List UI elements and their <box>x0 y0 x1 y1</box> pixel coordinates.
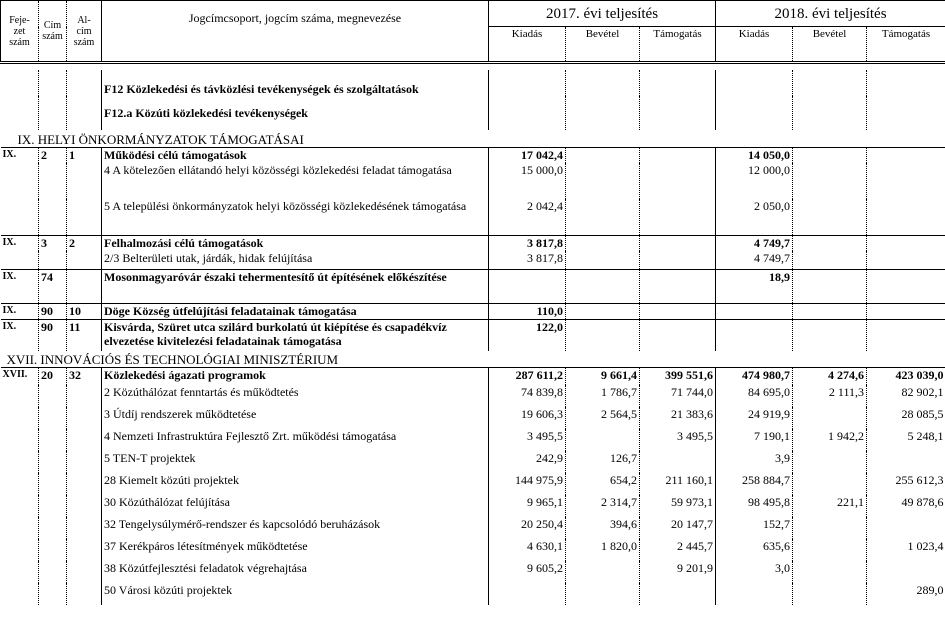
alcim-cell <box>67 251 102 269</box>
bevetel-2018-cell <box>793 199 867 235</box>
ministry-heading-ix: IX. HELYI ÖNKORMÁNYZATOK TÁMOGATÁSAI <box>17 131 304 147</box>
alcim-cell <box>67 199 102 235</box>
jogcim-name-cell: Felhalmozási célú támogatások <box>102 235 489 251</box>
bevetel-2018-cell: 2 111,3 <box>793 385 867 407</box>
alcim-cell <box>67 495 102 517</box>
jogcim-name-cell: 30 Közúthálózat felújítása <box>102 495 489 517</box>
bevetel-2018-cell <box>793 319 867 351</box>
table-row <box>1 367 945 385</box>
col-header-bevetel-2018: Bevétel <box>793 27 867 63</box>
kiadas-2017-cell: 242,9 <box>489 451 566 473</box>
bevetel-2018-cell <box>793 251 867 269</box>
bevetel-2018-cell <box>793 235 867 251</box>
jogcim-name-cell: Mosonmagyaróvár északi tehermentesítő út építésének előkészítése <box>102 269 489 303</box>
fejezet-cell <box>1 451 39 473</box>
kiadas-2018-cell: 474 980,7 <box>716 367 793 385</box>
fejezet-cell <box>1 251 39 269</box>
table-row <box>1 269 945 303</box>
alcim-cell <box>67 163 102 199</box>
bevetel-2017-cell <box>566 163 640 199</box>
kiadas-2017-cell: 3 817,8 <box>489 235 566 251</box>
jogcim-name-cell: 2/3 Belterületi utak, járdák, hidak felújítása <box>102 251 489 269</box>
cim-cell <box>39 385 67 407</box>
tamogatas-2017-cell <box>640 269 716 303</box>
fejezet-cell <box>1 495 39 517</box>
jogcim-name-cell: Kisvárda, Szüret utca szilárd burkolatú út kiépítése és csapadékvíz elvezetése kivitelezési feladatainak támogatása <box>102 319 489 351</box>
fejezet-cell <box>1 473 39 495</box>
alcim-cell <box>67 451 102 473</box>
bevetel-2018-cell <box>793 163 867 199</box>
tamogatas-2017-cell: 2 445,7 <box>640 539 716 561</box>
bevetel-2018-cell <box>793 561 867 583</box>
kiadas-2018-cell: 12 000,0 <box>716 163 793 199</box>
jogcim-name-cell: 37 Kerékpáros létesítmények működtetése <box>102 539 489 561</box>
year-2017-header: 2017. évi teljesítés <box>489 1 716 27</box>
bevetel-2017-cell <box>566 251 640 269</box>
bevetel-2017-cell: 654,2 <box>566 473 640 495</box>
tamogatas-2017-cell: 9 201,9 <box>640 561 716 583</box>
col-header-alcim: Al- cím szám <box>67 1 102 63</box>
tamogatas-2018-cell: 28 085,5 <box>901 407 944 421</box>
kiadas-2017-cell: 110,0 <box>489 303 566 319</box>
fejezet-cell <box>1 429 39 451</box>
bevetel-2018-cell <box>793 303 867 319</box>
col-header-jogcim: Jogcímcsoport, jogcím száma, megnevezése <box>102 1 489 63</box>
alcim-cell: 11 <box>67 319 102 351</box>
tamogatas-2018-cell <box>867 199 945 235</box>
kiadas-2017-cell <box>489 269 566 303</box>
table-row <box>1 235 945 251</box>
kiadas-2017-cell: 122,0 <box>489 319 566 351</box>
tamogatas-2017-cell: 71 744,0 <box>640 385 716 407</box>
kiadas-2018-cell: 635,6 <box>716 539 793 561</box>
fejezet-cell: IX. <box>1 147 39 163</box>
fejezet-cell <box>1 561 39 583</box>
kiadas-2017-cell <box>489 583 566 605</box>
tamogatas-2018-cell <box>867 319 945 351</box>
jogcim-name-cell: 4 Nemzeti Infrastruktúra Fejlesztő Zrt. működési támogatása <box>102 429 489 451</box>
cim-cell: 20 <box>39 367 67 385</box>
bevetel-2018-cell <box>793 407 867 429</box>
kiadas-2018-cell: 4 749,7 <box>716 251 793 269</box>
col-header-kiadas-2017: Kiadás <box>489 27 566 63</box>
bevetel-2017-cell: 126,7 <box>566 451 640 473</box>
alcim-cell: 32 <box>67 367 102 385</box>
tamogatas-2018-cell <box>867 269 945 303</box>
bevetel-2017-cell <box>566 147 640 163</box>
alcim-cell: 2 <box>67 235 102 251</box>
jogcim-name-cell: 5 TEN-T projektek <box>102 451 489 473</box>
col-header-tamogatas-2018: Támogatás <box>867 27 945 63</box>
cim-cell: 3 <box>39 235 67 251</box>
jogcim-name-cell: 50 Városi közúti projektek <box>102 583 489 605</box>
cim-cell <box>39 199 67 235</box>
table-row <box>1 495 945 517</box>
table-row <box>1 429 945 451</box>
bevetel-2017-cell <box>566 199 640 235</box>
tamogatas-2017-cell <box>640 235 716 251</box>
bevetel-2018-cell <box>793 451 867 473</box>
fejezet-cell: XVII. <box>1 367 39 385</box>
table-row <box>1 319 945 351</box>
cim-cell <box>39 407 67 429</box>
tamogatas-2017-cell: 399 551,6 <box>640 367 716 385</box>
kiadas-2017-cell: 17 042,4 <box>489 147 566 163</box>
kiadas-2017-cell: 3 817,8 <box>489 251 566 269</box>
kiadas-2017-cell: 144 975,9 <box>489 473 566 495</box>
bevetel-2017-cell <box>566 303 640 319</box>
kiadas-2018-cell: 3,0 <box>716 561 793 583</box>
tamogatas-2017-cell: 3 495,5 <box>640 429 716 451</box>
kiadas-2018-cell: 4 749,7 <box>716 235 793 251</box>
kiadas-2018-cell: 7 190,1 <box>716 429 793 451</box>
tamogatas-2017-cell <box>640 163 716 199</box>
jogcim-name-cell: 4 A kötelezően ellátandó helyi közösségi közlekedési feladat támogatása <box>102 163 489 199</box>
fejezet-cell: IX. <box>1 269 39 303</box>
cim-cell <box>39 539 67 561</box>
fejezet-cell <box>1 407 39 429</box>
tamogatas-2017-cell: 59 973,1 <box>640 495 716 517</box>
cim-cell: 90 <box>39 303 67 319</box>
table-row <box>1 163 945 199</box>
tamogatas-2018-cell <box>867 251 945 269</box>
jogcim-name-cell: Közlekedési ágazati programok <box>102 367 489 385</box>
bevetel-2017-cell <box>566 235 640 251</box>
kiadas-2018-cell: 84 695,0 <box>716 385 793 407</box>
alcim-cell <box>67 517 102 539</box>
alcim-cell <box>67 407 102 429</box>
fejezet-cell <box>1 517 39 539</box>
jogcim-name-cell: 2 Közúthálózat fenntartás és működtetés <box>102 385 489 407</box>
fejezet-cell <box>1 539 39 561</box>
jogcim-name-cell: Működési célú támogatások <box>102 147 489 163</box>
tamogatas-2018-cell <box>867 303 945 319</box>
table-row <box>1 199 945 235</box>
jogcim-name-cell: Döge Község útfelújítási feladatainak támogatása <box>102 303 489 319</box>
table-row <box>1 473 945 495</box>
bevetel-2018-cell <box>793 147 867 163</box>
col-header-bevetel-2017: Bevétel <box>566 27 640 63</box>
col-header-kiadas-2018: Kiadás <box>716 27 793 63</box>
table-row <box>1 561 945 583</box>
kiadas-2017-cell: 9 605,2 <box>489 561 566 583</box>
kiadas-2017-cell: 20 250,4 <box>489 517 566 539</box>
kiadas-2018-cell <box>716 583 793 605</box>
bevetel-2017-cell: 9 661,4 <box>566 367 640 385</box>
bevetel-2017-cell: 394,6 <box>566 517 640 539</box>
kiadas-2018-cell: 3,9 <box>716 451 793 473</box>
kiadas-2017-cell: 9 965,1 <box>489 495 566 517</box>
cim-cell <box>39 473 67 495</box>
kiadas-2018-cell: 2 050,0 <box>716 199 793 235</box>
tamogatas-2017-cell: 211 160,1 <box>640 473 716 495</box>
kiadas-2018-cell: 258 884,7 <box>716 473 793 495</box>
cim-cell: 74 <box>39 269 67 303</box>
bevetel-2018-cell <box>793 473 867 495</box>
bevetel-2017-cell: 1 786,7 <box>566 385 640 407</box>
fejezet-cell: IX. <box>1 319 39 351</box>
jogcim-name-cell: 28 Kiemelt közúti projektek <box>102 473 489 495</box>
col-header-tamogatas-2017: Támogatás <box>640 27 716 63</box>
kiadas-2017-cell: 2 042,4 <box>489 199 566 235</box>
tamogatas-2018-cell: 5 248,1 <box>907 429 944 443</box>
alcim-cell <box>67 473 102 495</box>
table-row <box>1 303 945 319</box>
fejezet-cell <box>1 583 39 605</box>
tamogatas-2018-cell <box>867 163 945 199</box>
alcim-cell <box>67 561 102 583</box>
fejezet-cell: IX. <box>1 303 39 319</box>
bevetel-2018-cell <box>793 583 867 605</box>
table-row <box>1 251 945 269</box>
tamogatas-2018-cell <box>867 451 945 473</box>
kiadas-2017-cell: 4 630,1 <box>489 539 566 561</box>
alcim-cell <box>67 539 102 561</box>
col-header-fejezet: Feje- zet szám <box>1 1 39 63</box>
bevetel-2017-cell: 2 564,5 <box>566 407 640 429</box>
tamogatas-2018-cell <box>867 517 945 539</box>
year-2018-header: 2018. évi teljesítés <box>716 1 945 27</box>
bevetel-2018-cell: 221,1 <box>793 495 867 517</box>
bevetel-2017-cell <box>566 269 640 303</box>
cim-cell <box>39 583 67 605</box>
alcim-cell: 10 <box>67 303 102 319</box>
tamogatas-2017-cell <box>640 199 716 235</box>
tamogatas-2017-cell <box>640 583 716 605</box>
table-row <box>1 517 945 539</box>
alcim-cell <box>67 583 102 605</box>
bevetel-2018-cell: 4 274,6 <box>793 367 867 385</box>
tamogatas-2018-cell <box>867 235 945 251</box>
kiadas-2018-cell: 18,9 <box>716 269 793 303</box>
table-row <box>1 147 945 163</box>
bevetel-2017-cell: 2 314,7 <box>566 495 640 517</box>
fejezet-cell: IX. <box>1 235 39 251</box>
fejezet-cell <box>1 199 39 235</box>
tamogatas-2017-cell <box>640 303 716 319</box>
alcim-cell <box>67 269 102 303</box>
tamogatas-2018-cell: 423 039,0 <box>867 367 945 385</box>
bevetel-2017-cell <box>566 319 640 351</box>
table-row <box>1 385 945 407</box>
tamogatas-2017-cell: 21 383,6 <box>640 407 716 429</box>
tamogatas-2018-cell: 289,0 <box>916 583 944 597</box>
bevetel-2017-cell <box>566 561 640 583</box>
cim-cell <box>39 429 67 451</box>
alcim-cell: 1 <box>67 147 102 163</box>
bevetel-2018-cell <box>793 517 867 539</box>
bevetel-2018-cell <box>793 269 867 303</box>
tamogatas-2018-cell: 1 023,4 <box>907 539 944 553</box>
kiadas-2017-cell: 15 000,0 <box>489 163 566 199</box>
fejezet-cell <box>1 163 39 199</box>
jogcim-name-cell: 38 Közútfejlesztési feladatok végrehajtása <box>102 561 489 583</box>
cim-cell <box>39 163 67 199</box>
jogcim-name-cell: 5 A települési önkormányzatok helyi közösségi közlekedésének támogatása <box>102 199 489 235</box>
tamogatas-2018-cell: 255 612,3 <box>895 473 944 487</box>
tamogatas-2018-cell: 82 902,1 <box>901 385 944 399</box>
ministry-heading-xvii: XVII. INNOVÁCIÓS ÉS TECHNOLÓGIAI MINISZTÉRIUM <box>6 351 339 367</box>
table-row <box>1 539 945 561</box>
table-row <box>1 583 945 605</box>
tamogatas-2018-cell: 49 878,6 <box>901 495 944 509</box>
bevetel-2017-cell <box>566 429 640 451</box>
bevetel-2018-cell <box>793 539 867 561</box>
cim-cell <box>39 561 67 583</box>
kiadas-2017-cell: 3 495,5 <box>489 429 566 451</box>
cim-cell <box>39 517 67 539</box>
tamogatas-2017-cell <box>640 147 716 163</box>
tamogatas-2017-cell: 20 147,7 <box>640 517 716 539</box>
cim-cell: 90 <box>39 319 67 351</box>
cim-cell <box>39 251 67 269</box>
fejezet-cell <box>1 385 39 407</box>
kiadas-2017-cell: 74 839,8 <box>489 385 566 407</box>
tamogatas-2017-cell <box>640 251 716 269</box>
kiadas-2017-cell: 287 611,2 <box>489 367 566 385</box>
alcim-cell <box>67 385 102 407</box>
kiadas-2018-cell: 98 495,8 <box>716 495 793 517</box>
table-row <box>1 451 945 473</box>
kiadas-2017-cell: 19 606,3 <box>489 407 566 429</box>
cim-cell: 2 <box>39 147 67 163</box>
jogcim-name-cell: 3 Útdíj rendszerek működtetése <box>102 407 489 429</box>
kiadas-2018-cell: 152,7 <box>716 517 793 539</box>
tamogatas-2018-cell <box>867 561 945 583</box>
kiadas-2018-cell <box>716 319 793 351</box>
cim-cell <box>39 451 67 473</box>
kiadas-2018-cell: 24 919,9 <box>716 407 793 429</box>
cim-cell <box>39 495 67 517</box>
jogcim-name-cell: 32 Tengelysúlymérő-rendszer és kapcsolódó beruházások <box>102 517 489 539</box>
kiadas-2018-cell <box>716 303 793 319</box>
alcim-cell <box>67 429 102 451</box>
kiadas-2018-cell: 14 050,0 <box>716 147 793 163</box>
tamogatas-2017-cell <box>640 451 716 473</box>
section-f12a: F12.a Közúti közlekedési tevékenységek <box>102 96 489 130</box>
table-row <box>1 407 945 429</box>
bevetel-2017-cell <box>566 583 640 605</box>
tamogatas-2018-cell <box>867 147 945 163</box>
tamogatas-2017-cell <box>640 319 716 351</box>
section-f12: F12 Közlekedési és távközlési tevékenységek és szolgáltatások <box>102 70 489 96</box>
bevetel-2017-cell: 1 820,0 <box>566 539 640 561</box>
col-header-cim: Cím szám <box>39 1 67 63</box>
bevetel-2018-cell: 1 942,2 <box>793 429 867 451</box>
